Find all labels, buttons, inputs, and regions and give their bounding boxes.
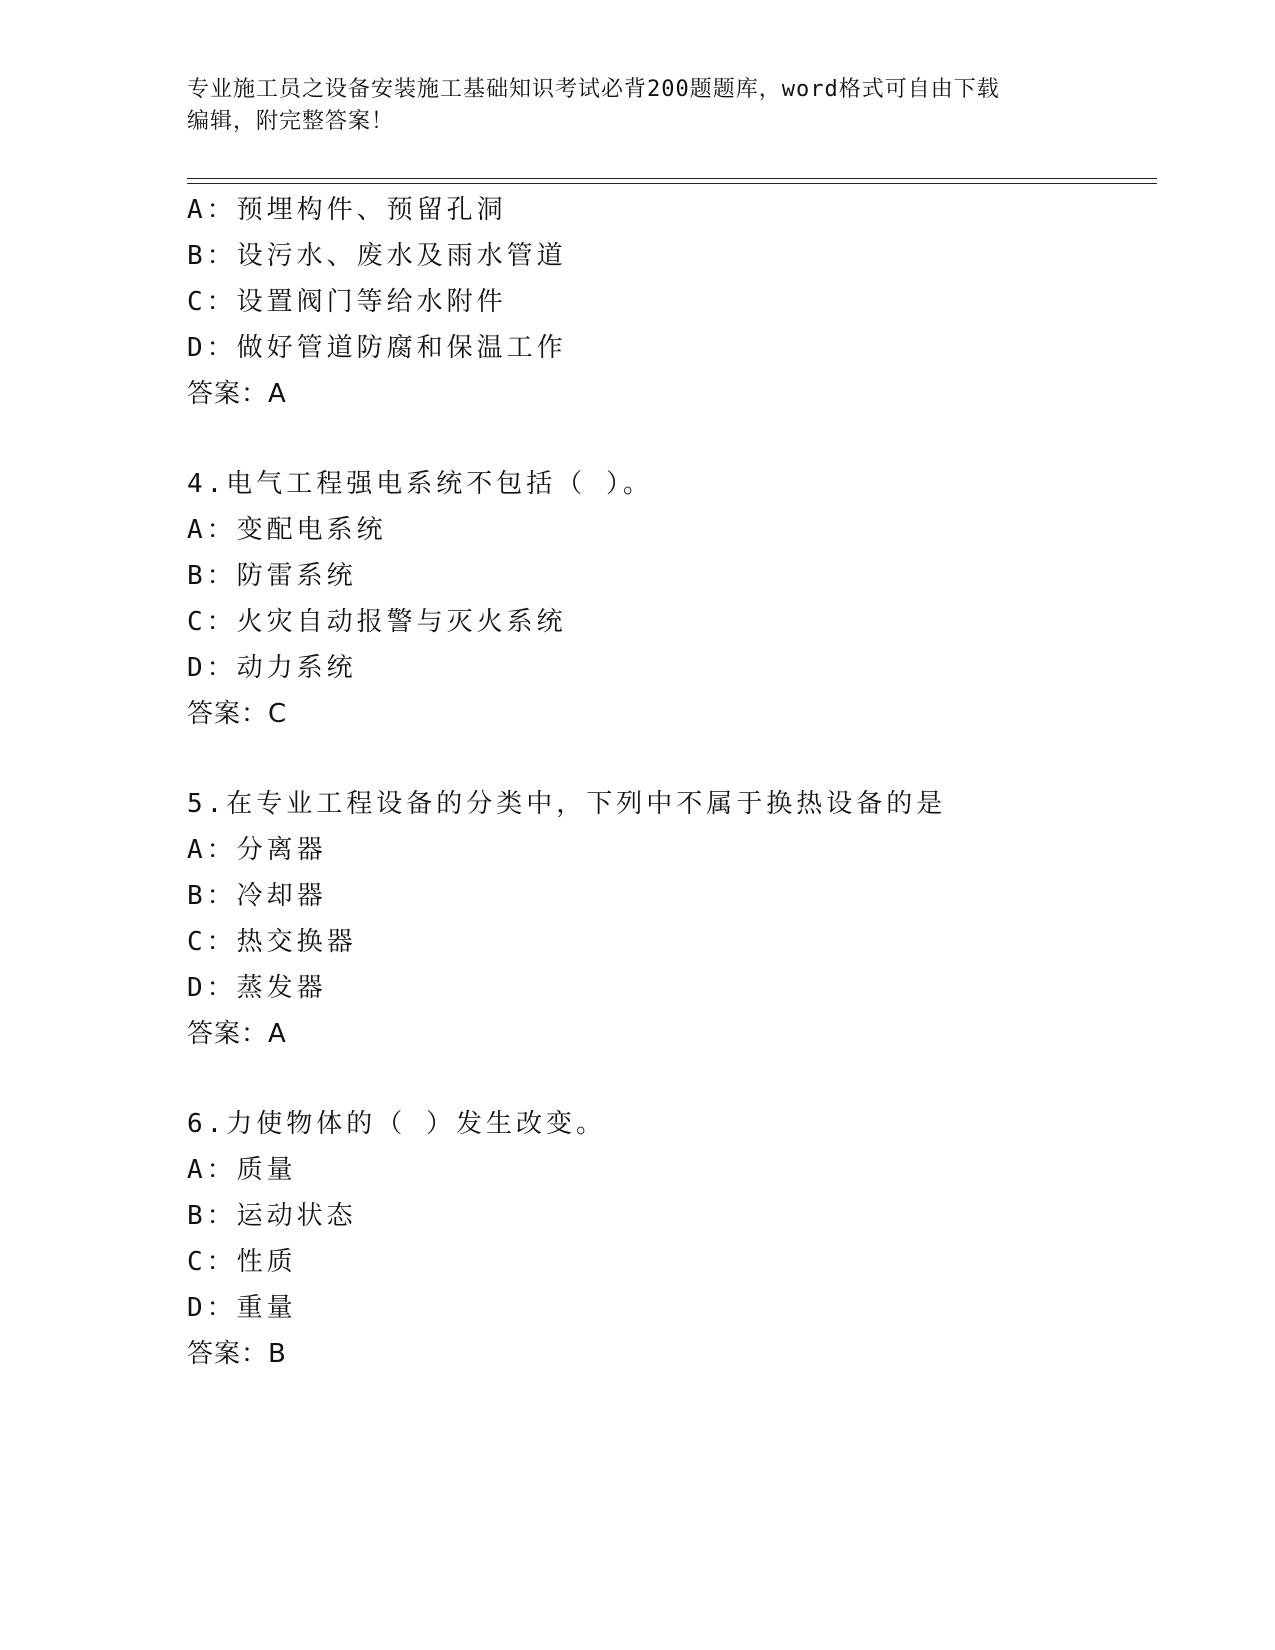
question-block-6 bbox=[187, 1101, 1157, 1377]
question-text: 4.电气工程强电系统不包括（ ）。 bbox=[187, 469, 653, 499]
option-a: A：质量 bbox=[187, 1155, 297, 1185]
option-c: C：热交换器 bbox=[187, 927, 357, 957]
answer-line: 答案：C bbox=[187, 699, 288, 729]
header-divider-top bbox=[187, 178, 1157, 179]
question-block-4 bbox=[187, 461, 1157, 737]
option-c: C：火灾自动报警与灭火系统 bbox=[187, 607, 567, 637]
document-header bbox=[187, 74, 1087, 138]
option-d: D：蒸发器 bbox=[187, 973, 327, 1003]
question-list bbox=[187, 187, 1157, 1377]
header-line-2: 编辑，附完整答案！ bbox=[187, 109, 395, 134]
answer-line: 答案：B bbox=[187, 1339, 287, 1369]
option-c: C：性质 bbox=[187, 1247, 297, 1277]
question-block-3 bbox=[187, 187, 1157, 417]
option-d: D：动力系统 bbox=[187, 653, 357, 683]
option-a: A：分离器 bbox=[187, 835, 327, 865]
question-block-5 bbox=[187, 781, 1157, 1057]
answer-line: 答案：A bbox=[187, 379, 287, 409]
option-b: B：运动状态 bbox=[187, 1201, 357, 1231]
question-text: 6.力使物体的（ ）发生改变。 bbox=[187, 1109, 606, 1139]
option-b: B：设污水、废水及雨水管道 bbox=[187, 241, 567, 271]
option-c: C：设置阀门等给水附件 bbox=[187, 287, 507, 317]
option-b: B：冷却器 bbox=[187, 881, 327, 911]
option-a: A：预埋构件、预留孔洞 bbox=[187, 195, 507, 225]
header-divider-bottom bbox=[187, 183, 1157, 184]
question-text: 5.在专业工程设备的分类中，下列中不属于换热设备的是 bbox=[187, 789, 947, 819]
option-a: A：变配电系统 bbox=[187, 515, 387, 545]
option-b: B：防雷系统 bbox=[187, 561, 357, 591]
option-d: D：重量 bbox=[187, 1293, 297, 1323]
option-d: D：做好管道防腐和保温工作 bbox=[187, 333, 567, 363]
header-line-1: 专业施工员之设备安装施工基础知识考试必背200题题库，word格式可自由下载 bbox=[187, 77, 1000, 102]
answer-line: 答案：A bbox=[187, 1019, 287, 1049]
